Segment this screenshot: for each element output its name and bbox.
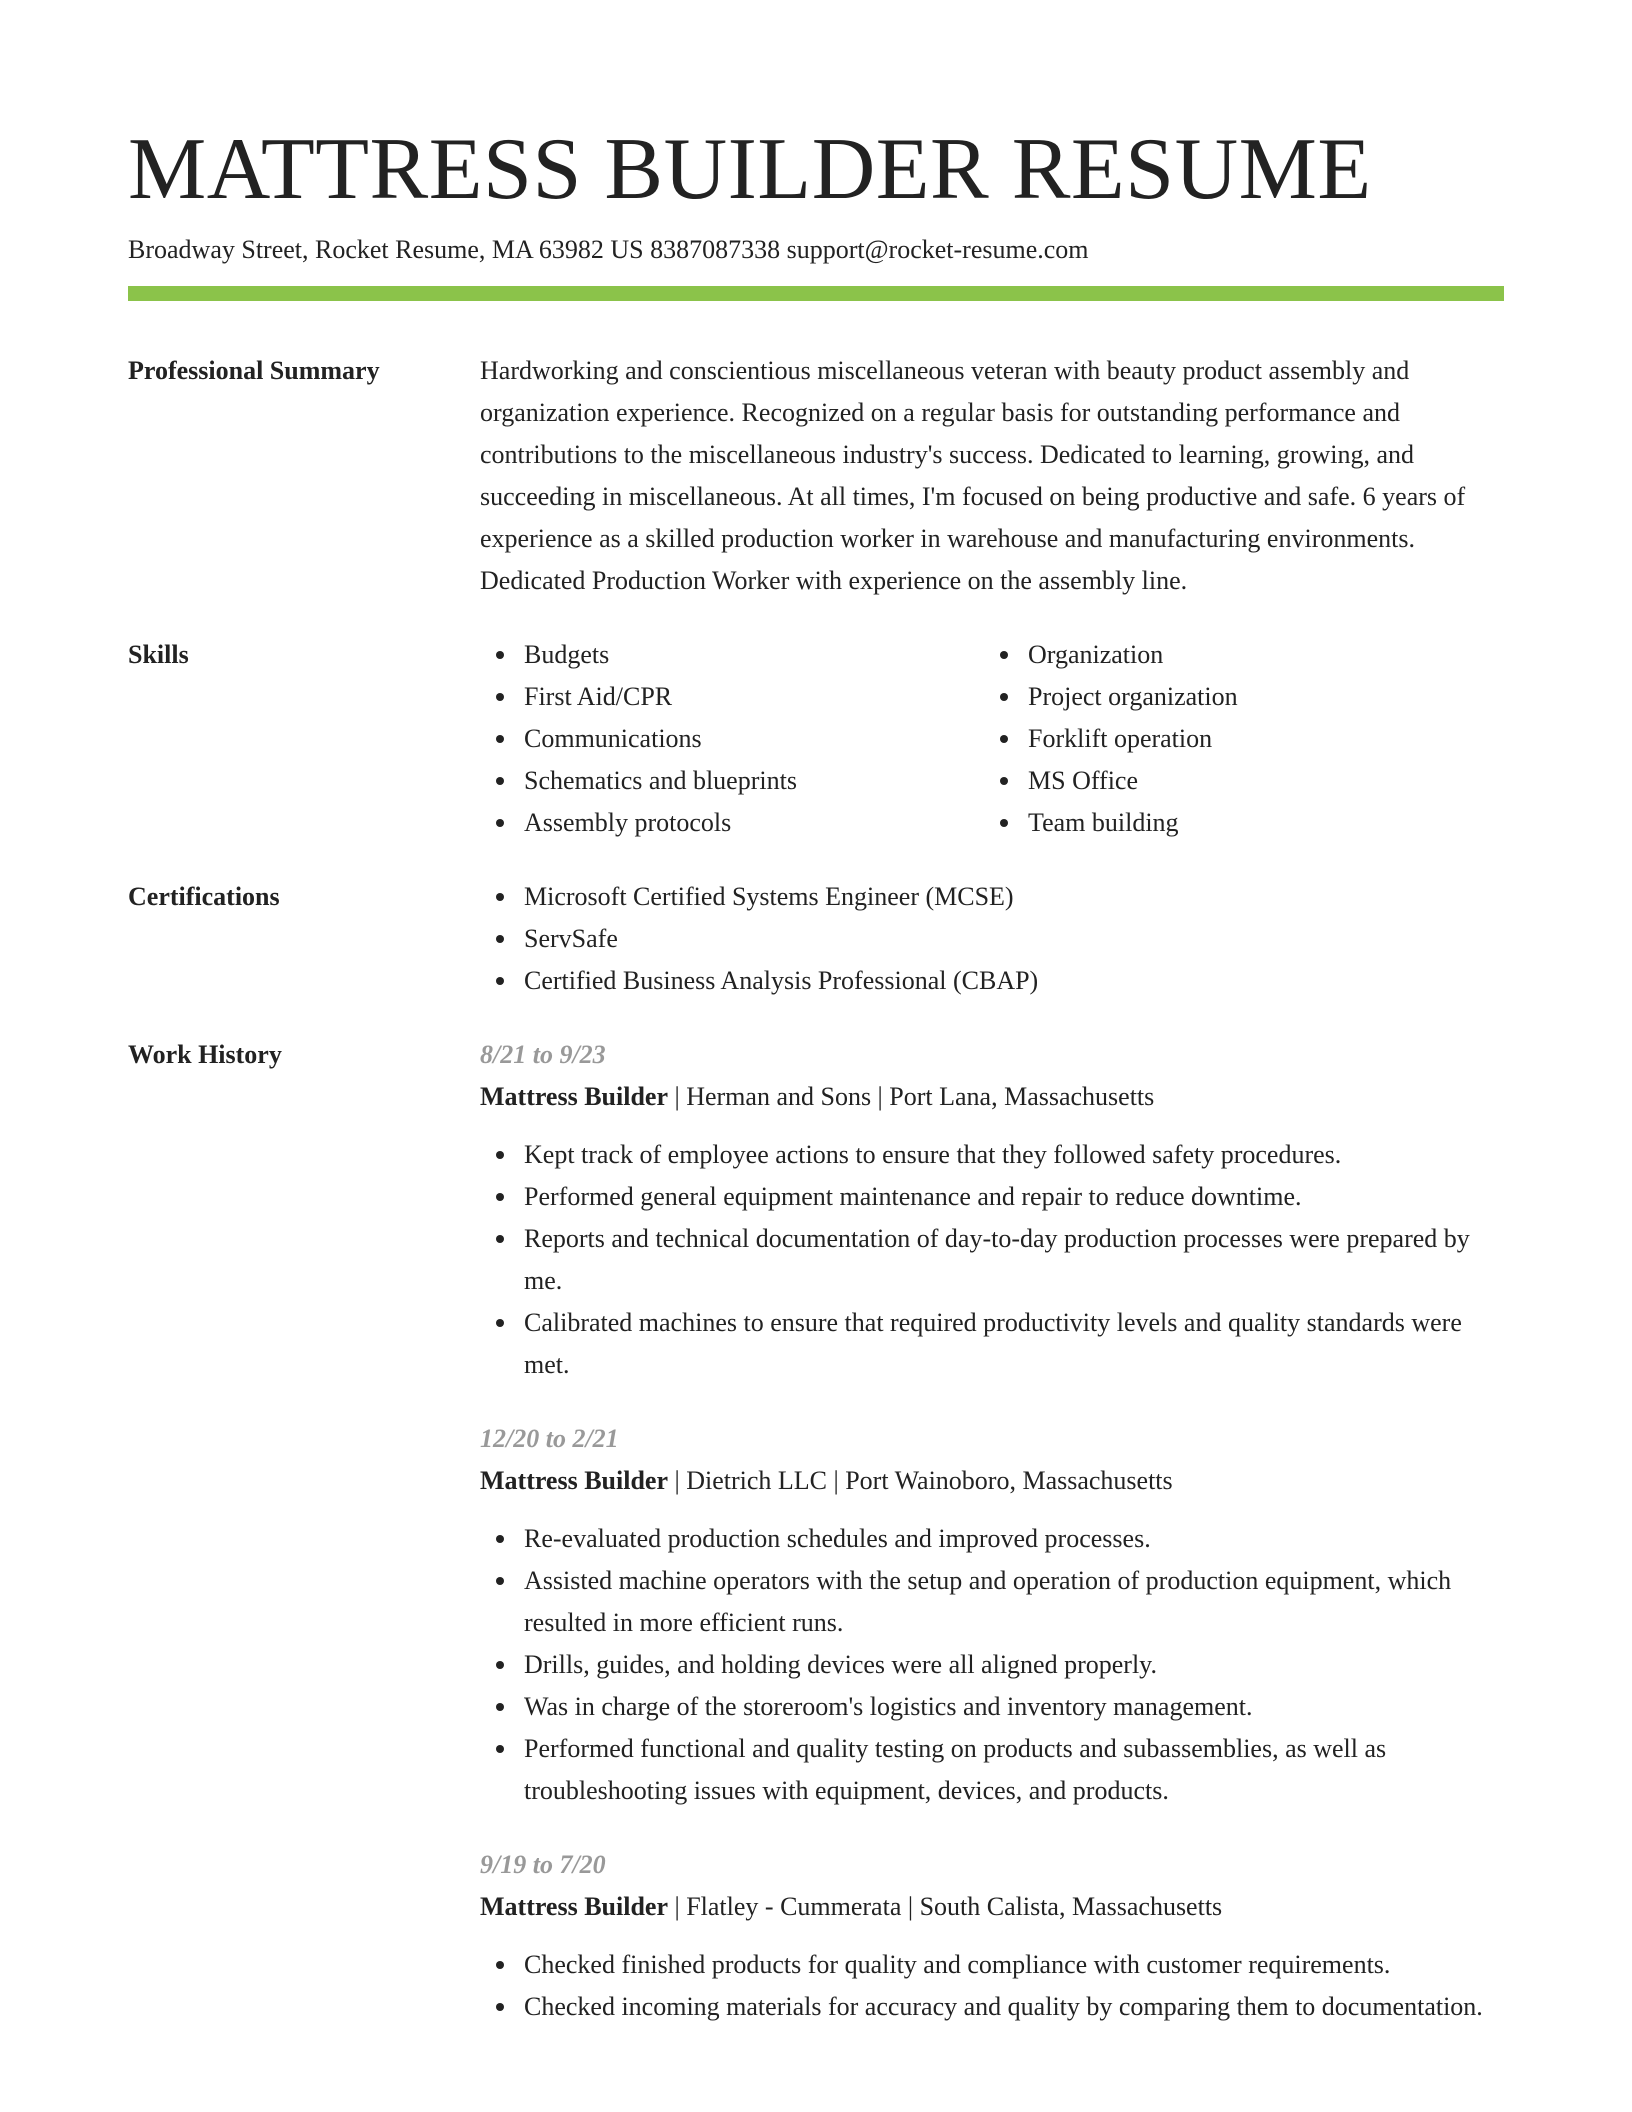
summary-text: Hardworking and conscientious miscellaneous veteran with beauty product assembly and organization experience. Recognized on a regular basis for outstanding performance and contributions to the miscellaneous industry's success. Dedicated to learning, growing, and succeeding in miscellaneous. At all times, I'm focused on being productive and safe. 6 years of experience as a skilled production worker in warehouse and manufacturing environments. Dedicated Production Worker with experience on the assembly line.: [480, 356, 1466, 595]
accent-divider: [128, 286, 1504, 301]
job-bullet: Reports and technical documentation of day-to-day production processes were prepared by me.: [524, 1218, 1504, 1302]
job-bullet: Calibrated machines to ensure that required productivity levels and quality standards were met.: [524, 1302, 1504, 1386]
job-dates: 12/20 to 2/21: [480, 1424, 619, 1453]
certification-item: Microsoft Certified Systems Engineer (MCSE): [524, 876, 1504, 918]
job-dates: 9/19 to 7/20: [480, 1850, 606, 1879]
skills-list-left: [480, 634, 984, 844]
work-history-section: [128, 1034, 1504, 2060]
job-bullets: [480, 1518, 1504, 1812]
job-title: Mattress Builder: [480, 1892, 668, 1921]
certification-item: Certified Business Analysis Professional (CBAP): [524, 960, 1504, 1002]
job-bullet: Was in charge of the storeroom's logistics and inventory management.: [524, 1686, 1504, 1728]
job-entry: [480, 1418, 1504, 1812]
job-bullet: Drills, guides, and holding devices were all aligned properly.: [524, 1644, 1504, 1686]
job-heading: [480, 1460, 1504, 1502]
skill-item: MS Office: [1028, 760, 1504, 802]
skill-item: First Aid/CPR: [524, 676, 984, 718]
certification-item: ServSafe: [524, 918, 1504, 960]
job-bullet: Performed functional and quality testing on products and subassemblies, as well as troubleshooting issues with equipment, devices, and products.: [524, 1728, 1504, 1812]
skill-item: Project organization: [1028, 676, 1504, 718]
job-bullet: Checked incoming materials for accuracy and quality by comparing them to documentation.: [524, 1986, 1504, 2028]
section-label: Certifications: [128, 882, 280, 911]
skill-item: Assembly protocols: [524, 802, 984, 844]
work-history-body: [480, 1034, 1504, 2060]
skills-section: [128, 634, 1504, 844]
job-dates: 8/21 to 9/23: [480, 1040, 606, 1069]
skill-item: Schematics and blueprints: [524, 760, 984, 802]
certifications-body: [480, 876, 1504, 1002]
job-bullet: Kept track of employee actions to ensure that they followed safety procedures.: [524, 1134, 1504, 1176]
job-details: | Flatley - Cummerata | South Calista, Massachusetts: [668, 1892, 1223, 1921]
job-entry: [480, 1844, 1504, 2028]
job-bullet: Checked finished products for quality and compliance with customer requirements.: [524, 1944, 1504, 1986]
section-label: Skills: [128, 640, 189, 669]
job-title: Mattress Builder: [480, 1082, 668, 1111]
contact-line: Broadway Street, Rocket Resume, MA 63982 US 8387087338 support@rocket-resume.com: [128, 235, 1089, 264]
section-label: Work History: [128, 1040, 282, 1069]
job-bullets: [480, 1944, 1504, 2028]
skills-columns: [480, 634, 1504, 844]
resume-title: MATTRESS BUILDER RESUME: [128, 121, 1372, 218]
job-bullets: [480, 1134, 1504, 1386]
skill-item: Communications: [524, 718, 984, 760]
skills-list-right: [984, 634, 1504, 844]
job-entry: [480, 1034, 1504, 1386]
job-heading: [480, 1886, 1504, 1928]
skill-item: Organization: [1028, 634, 1504, 676]
certifications-section: [128, 876, 1504, 1002]
skill-item: Forklift operation: [1028, 718, 1504, 760]
job-details: | Herman and Sons | Port Lana, Massachusetts: [668, 1082, 1155, 1111]
job-bullet: Performed general equipment maintenance and repair to reduce downtime.: [524, 1176, 1504, 1218]
job-title: Mattress Builder: [480, 1466, 668, 1495]
certifications-list: [480, 876, 1504, 1002]
job-details: | Dietrich LLC | Port Wainoboro, Massachusetts: [668, 1466, 1173, 1495]
skill-item: Budgets: [524, 634, 984, 676]
summary-section: [128, 350, 1504, 602]
job-bullet: Re-evaluated production schedules and improved processes.: [524, 1518, 1504, 1560]
section-label: Professional Summary: [128, 356, 380, 385]
resume-page: [128, 120, 1504, 2060]
job-bullet: Assisted machine operators with the setup and operation of production equipment, which resulted in more efficient runs.: [524, 1560, 1504, 1644]
job-heading: [480, 1076, 1504, 1118]
skill-item: Team building: [1028, 802, 1504, 844]
